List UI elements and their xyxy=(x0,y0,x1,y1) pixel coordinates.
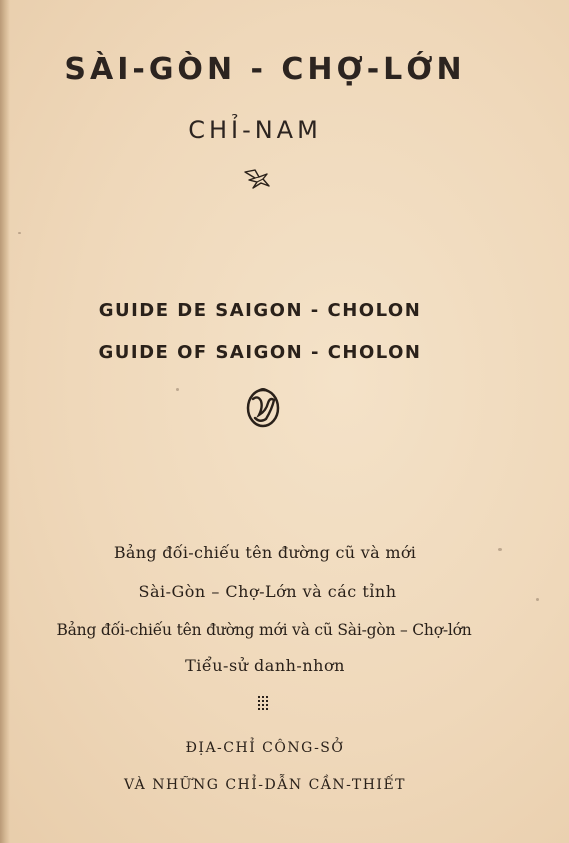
guide-title-french: GUIDE DE SAIGON - CHOLON xyxy=(98,300,422,321)
paper-speck xyxy=(176,388,179,391)
footer-line-1: ĐỊA-CHỈ CÔNG-SỞ xyxy=(185,740,345,756)
footer-line-2: VÀ NHỮNG CHỈ-DẪN CẦN-THIẾT xyxy=(123,777,407,793)
contents-line-3: Bảng đối-chiếu tên đường mới và cũ Sài-gòn – Chợ-lớn xyxy=(56,621,472,639)
dot-ornament-icon xyxy=(257,695,269,711)
paper-speck xyxy=(18,232,21,234)
page-title: SÀI-GÒN - CHỢ-LỚN xyxy=(64,52,466,87)
paper-speck xyxy=(536,598,539,601)
contents-line-4: Tiểu-sử danh-nhơn xyxy=(185,656,345,675)
bird-ornament-icon xyxy=(243,168,271,192)
guide-title-english: GUIDE OF SAIGON - CHOLON xyxy=(98,342,422,363)
contents-line-2: Sài-Gòn – Chợ-Lớn và các tỉnh xyxy=(138,582,397,601)
page-subtitle: CHỈ-NAM xyxy=(188,116,322,144)
paper-speck xyxy=(498,548,502,551)
bird-emblem-icon xyxy=(244,385,282,429)
book-spine-edge xyxy=(0,0,10,843)
contents-line-1: Bảng đối-chiếu tên đường cũ và mới xyxy=(113,543,417,562)
